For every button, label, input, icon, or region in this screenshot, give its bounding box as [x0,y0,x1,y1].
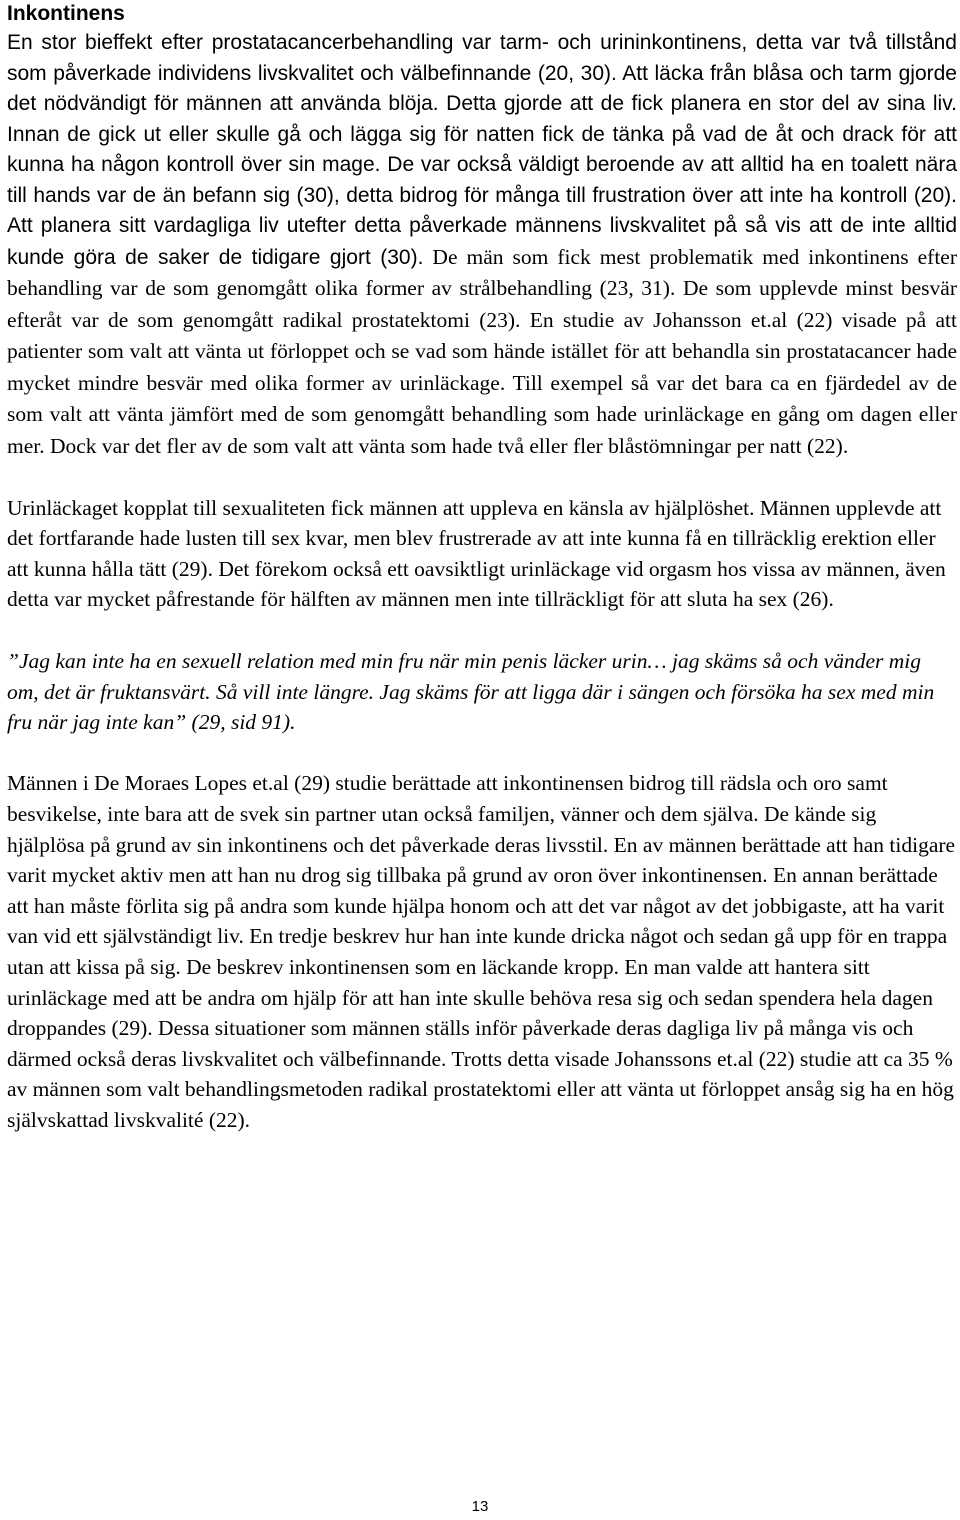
section-heading: Inkontinens [7,2,125,25]
paragraph-intro [7,28,957,462]
paragraph-sexuality: Urinläckaget kopplat till sexualiteten fick männen att uppleva en känsla av hjälplöshet. Männen upplevde att det fortfarande hade lusten till sex kvar, men blev frustrerade av att inte kunna få en tillräcklig erektion eller att kunna hålla tätt (29). Det förekom också ett oavsiktligt urinläckage vid orgasm hos vissa av männen, även detta var mycket påfrestande för hälften av männen men inte tillräckligt för att sluta ha sex (26). [7,495,946,612]
paragraph-intro-sans-text: En stor bieffekt efter prostatacancerbehandling var tarm- och urininkontinens, detta var två tillstånd som påverkade individens livskvalitet och välbefinnande (20, 30). Att läcka från blåsa och tarm gjorde det nödvändigt för männen att använda blöja. Detta gjorde att de fick planera en stor del av sina liv. Innan de gick ut eller skulle gå och lägga sig för natten fick de tänka på vad de åt och drack för att kunna ha någon kontroll över sin mage. De var också väldigt beroende av att alltid ha en toalett nära till hands var de än befann sig (30), detta bidrog för många till frustration över att inte ha kontroll (20). Att planera sitt vardagliga liv utefter detta påverkade männens livskvalitet på så vis att de inte alltid kunde göra de saker de tidigare gjort (30). [7,31,957,269]
quote-block: ”Jag kan inte ha en sexuell relation med min fru när min penis läcker urin… jag skäms så och vänder mig om, det är fruktansvärt. Så vill inte längre. Jag skäms för att ligga där i sängen och försöka ha sex med min fru när jag inte kan” (29, sid 91). [7,648,935,735]
page-number: 13 [471,1498,489,1515]
paragraph-consequences: Männen i De Moraes Lopes et.al (29) studie berättade att inkontinensen bidrog till rädsla och oro samt besvikelse, inte bara att de svek sin partner utan också familjen, vänner och dem själva. De kände sig hjälplösa på grund av sin inkontinens och det påverkade deras livsstil. En av männen berättade att han tidigare varit mycket aktiv men att han nu drog sig tillbaka på grund av oron över inkontinensen. En annan berättade att han måste förlita sig på andra som kunde hjälpa honom och att det var något av det jobbigaste, att ha varit van vid ett självständigt liv. En tredje beskrev hur han inte kunde dricka något och sedan gå upp för en trappa utan att kissa på sig. De beskrev inkontinensen som en läckande kropp. En man valde att hantera sitt urinläckage med att be andra om hjälp för att han inte skulle behöva resa sig och sedan spendera hela dagen droppandes (29). Dessa situationer som männen ställs inför påverkade deras dagliga liv på många vis och därmed också deras livskvalitet och välbefinnande. Trotts detta visade Johanssons et.al (22) studie att ca 35 % av männen som valt behandlingsmetoden radikal prostatektomi eller att vänta ut förloppet ansåg sig ha en hög självskattad livskvalité (22). [7,771,956,1132]
document-page [7,0,957,1135]
paragraph-intro-serif-text: De män som fick mest problematik med inkontinens efter behandling var de som genomgått olika former av strålbehandling (23, 31). De som upplevde minst besvär efteråt var de som genomgått radikal prostatektomi (23). En studie av Johansson et.al (22) visade på att patienter som valt att vänta ut förloppet och se vad som hände istället för att behandla sin prostatacancer hade mycket mindre besvär med olika former av urinläckage. Till exempel så var det bara ca en fjärdedel av de som valt att vänta jämfört med de som genomgått behandling som hade urinläckage en gång om dagen eller mer. Dock var det fler av de som valt att vänta som hade två eller fler blåstömningar per natt (22). [7,244,957,458]
